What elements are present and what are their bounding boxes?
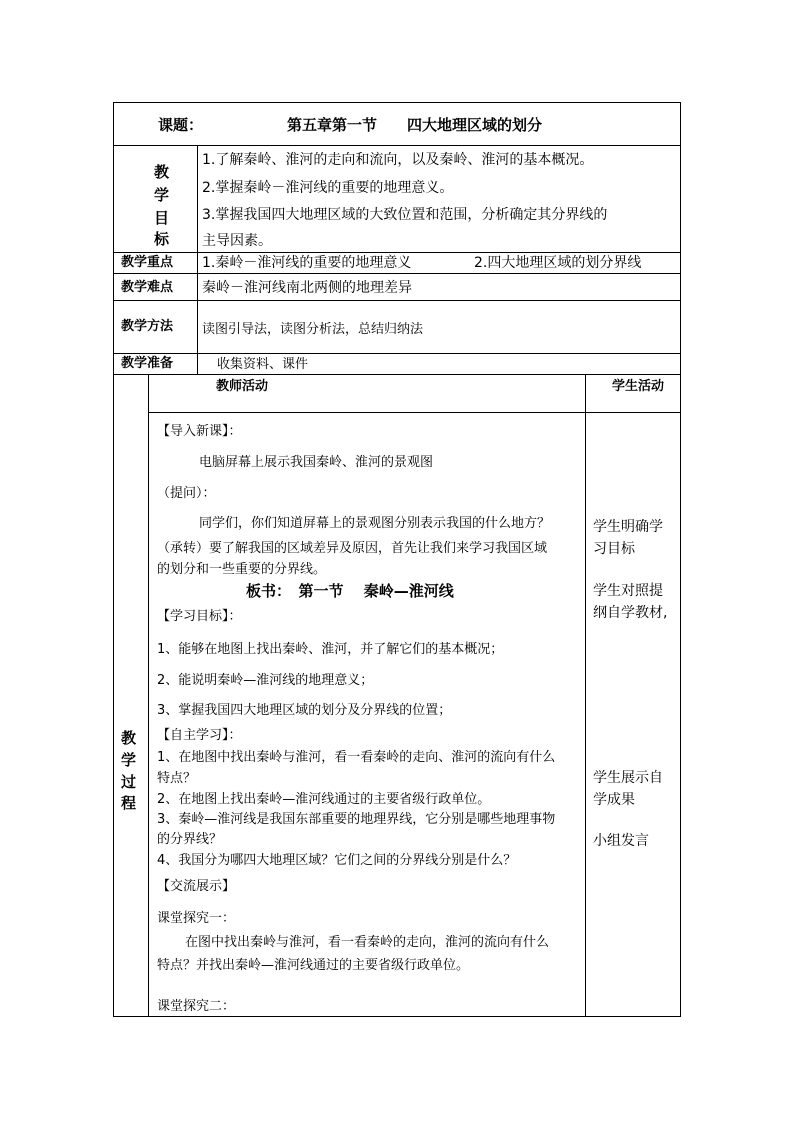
process-label-char: 过 bbox=[121, 773, 137, 791]
column-divider bbox=[585, 374, 586, 1017]
objectives-label-char: 教 bbox=[154, 163, 170, 181]
teacher-line: 在图中找出秦岭与淮河，看一看秦岭的走向，淮河的流向有什么 bbox=[185, 935, 550, 950]
objective-item: 3.掌握我国四大地理区域的大致位置和范围，分析确定其分界线的 bbox=[202, 207, 608, 223]
teacher-line: 2、在地图上找出秦岭—淮河线通过的主要省级行政单位。 bbox=[157, 792, 491, 807]
objective-item: 主导因素。 bbox=[202, 233, 272, 249]
row-divider bbox=[113, 374, 681, 375]
process-label-char: 教 bbox=[121, 729, 137, 747]
row-divider bbox=[113, 145, 681, 146]
student-line: 学生展示自 bbox=[593, 770, 663, 786]
teacher-line: 1、在地图中找出秦岭与淮河，看一看秦岭的走向、淮河的流向有什么 bbox=[157, 750, 556, 765]
methods-label: 教学方法 bbox=[121, 319, 174, 334]
section-heading: 【自主学习】： bbox=[157, 728, 242, 743]
teacher-line: 电脑屏幕上展示我国秦岭、淮河的景观图 bbox=[199, 455, 434, 470]
teacher-line: 课堂探究二： bbox=[157, 999, 236, 1014]
column-divider bbox=[148, 374, 149, 1017]
student-line: 学生对照提 bbox=[593, 583, 663, 599]
row-divider bbox=[113, 252, 681, 253]
column-divider bbox=[197, 145, 198, 374]
teacher-line: 特点？ bbox=[157, 771, 197, 786]
student-line: 小组发言 bbox=[593, 833, 649, 849]
board-title: 板书： 第一节 秦岭—淮河线 bbox=[246, 582, 454, 600]
table-border-bottom bbox=[113, 1016, 681, 1017]
topic-label: 课题： bbox=[158, 116, 204, 134]
teacher-line: 的分界线？ bbox=[157, 832, 223, 847]
student-activity-header: 学生活动 bbox=[612, 379, 665, 394]
difficulty-label: 教学难点 bbox=[121, 280, 174, 295]
student-line: 纲自学教材, bbox=[593, 605, 668, 621]
methods-text: 读图引导法，读图分析法，总结归纳法 bbox=[202, 322, 424, 337]
table-border-left bbox=[113, 102, 114, 1017]
key-point-1: 1.秦岭－淮河线的重要的地理意义 bbox=[202, 255, 412, 271]
teacher-line: 2、能说明秦岭—淮河线的地理意义； bbox=[157, 673, 374, 688]
objective-item: 1.了解秦岭、淮河的走向和流向，以及秦岭、淮河的基本概况。 bbox=[202, 152, 594, 168]
difficulty-text: 秦岭－淮河线南北两侧的地理差异 bbox=[202, 280, 412, 296]
teacher-activity-header: 教师活动 bbox=[216, 379, 269, 394]
process-label-char: 程 bbox=[121, 794, 137, 812]
student-line: 习目标 bbox=[593, 541, 635, 557]
row-divider bbox=[148, 412, 681, 413]
objectives-label-char: 目 bbox=[154, 209, 170, 227]
row-divider bbox=[113, 273, 681, 274]
teacher-line: 的划分和一些重要的分界线。 bbox=[157, 562, 327, 577]
preparation-text: 收集资料、课件 bbox=[217, 357, 309, 372]
table-border-top bbox=[113, 102, 681, 103]
teacher-line: （承转）要了解我国的区域差异及原因，首先让我们来学习我国区域 bbox=[157, 541, 548, 556]
teacher-line: 同学们，你们知道屏幕上的景观图分别表示我国的什么地方？ bbox=[199, 516, 551, 531]
table-border-right bbox=[680, 102, 681, 1017]
key-point-2: 2.四大地理区域的划分界线 bbox=[474, 255, 642, 271]
objective-item: 2.掌握秦岭－淮河线的重要的地理意义。 bbox=[202, 180, 454, 196]
section-heading: 【交流展示】 bbox=[157, 879, 236, 894]
row-divider bbox=[113, 300, 681, 301]
row-divider bbox=[113, 353, 681, 354]
teacher-line: 3、掌握我国四大地理区域的划分及分界线的位置； bbox=[157, 703, 452, 718]
teacher-line: 1、能够在地图上找出秦岭、淮河，并了解它们的基本概况； bbox=[157, 642, 504, 657]
teacher-line: 特点？并找出秦岭—淮河线通过的主要省级行政单位。 bbox=[157, 958, 470, 973]
key-points-label: 教学重点 bbox=[121, 255, 174, 270]
objectives-label-char: 标 bbox=[154, 230, 170, 248]
section-heading: 【学习目标】： bbox=[157, 609, 242, 624]
teacher-line: （提问）： bbox=[157, 486, 216, 501]
section-heading: 【导入新课】： bbox=[157, 424, 242, 439]
teacher-line: 4、我国分为哪四大地理区域？它们之间的分界线分别是什么？ bbox=[157, 853, 517, 868]
student-line: 学生明确学 bbox=[593, 519, 663, 535]
student-line: 学成果 bbox=[593, 792, 635, 808]
teacher-line: 课堂探究一： bbox=[157, 911, 236, 926]
preparation-label: 教学准备 bbox=[121, 356, 174, 371]
topic-title: 第五章第一节 四大地理区域的划分 bbox=[287, 116, 543, 134]
objectives-label-char: 学 bbox=[154, 186, 170, 204]
process-label-char: 学 bbox=[121, 751, 137, 769]
teacher-line: 3、秦岭—淮河线是我国东部重要的地理界线，它分别是哪些地理事物 bbox=[157, 812, 556, 827]
